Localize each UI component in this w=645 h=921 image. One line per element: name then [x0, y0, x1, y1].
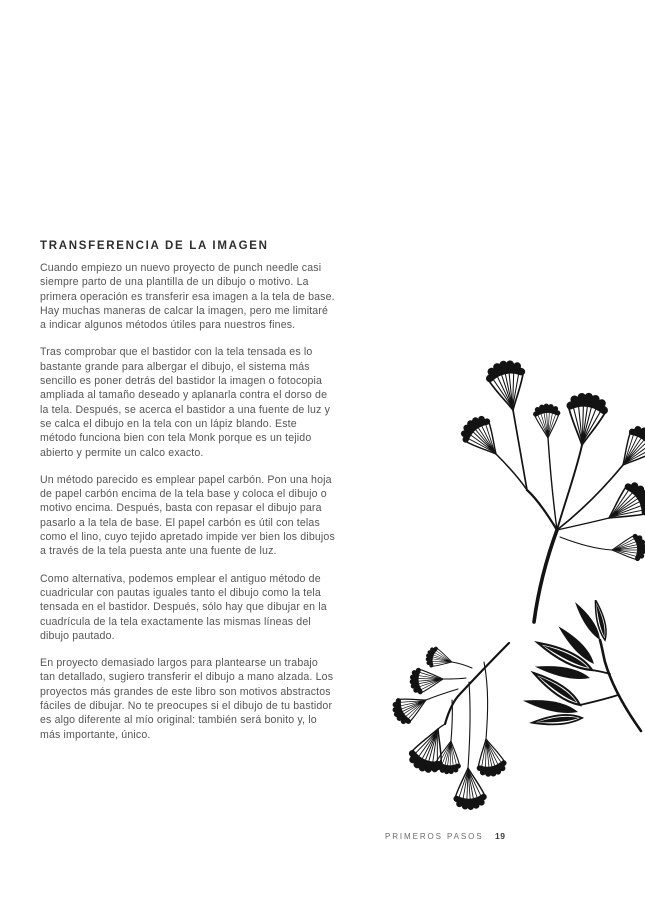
section-heading: TRANSFERENCIA DE LA IMAGEN: [40, 240, 269, 252]
footer-section-label: PRIMEROS PASOS: [385, 832, 484, 841]
text-column: [40, 240, 336, 755]
page-number: 19: [495, 831, 506, 841]
leaf-branch-illustration: [512, 600, 645, 800]
body-paragraph: En proyecto demasiado largos para plantearse un trabajo tan detallado, sugiero transferir el dibujo a mano alzada. Los proyectos más grandes de este libro son motivos abstractos fáciles de dibujar. No te preocupes si el dibujo de tu bastidor es algo diferente al mío original: también será bonito y, lo más importante, único.: [40, 657, 334, 741]
flower-branch-illustration: [430, 332, 645, 624]
trumpet-flower-branch-illustration: [372, 638, 532, 818]
body-paragraph: Como alternativa, podemos emplear el antiguo método de cuadricular con pautas iguales tanto el dibujo como la tela tensada en el bastidor. Después, sólo hay que dibujar en la cuadrícula de la tela exactamente las mismas líneas del dibujo pautado.: [40, 572, 327, 642]
body-paragraph: Cuando empiezo un nuevo proyecto de punch needle casi siempre parto de una plantilla de un dibujo o motivo. La primera operación es transferir esa imagen a la tela de base. Hay muchas maneras de calcar la imagen, pero me limitaré a indicar algunos métodos útiles para nuestros fines.: [40, 262, 335, 332]
body-paragraph: Tras comprobar que el bastidor con la tela tensada es lo bastante grande para albergar el dibujo, el sistema más sencillo es poner detrás del bastidor la imagen o fotocopia ampliada al tamaño deseado y aplanarla contra el dorso de la tela. Después, se acerca el bastidor a una fuente de luz y se calca el dibujo en la tela con un lápiz blando. Este método funciona bien con tela Monk porque es un tejido abierto y permite un calco exacto.: [40, 346, 331, 459]
body-paragraph: Un método parecido es emplear papel carbón. Pon una hoja de papel carbón encima de la tela base y coloca el dibujo o motivo encima. Después, basta con repasar el dibujo para pasarlo a la tela de base. El papel carbón es útil con telas como el lino, cuyo tejido apretado impide ver bien los dibujos a través de la tela puesta ante una fuente de luz.: [40, 473, 335, 558]
